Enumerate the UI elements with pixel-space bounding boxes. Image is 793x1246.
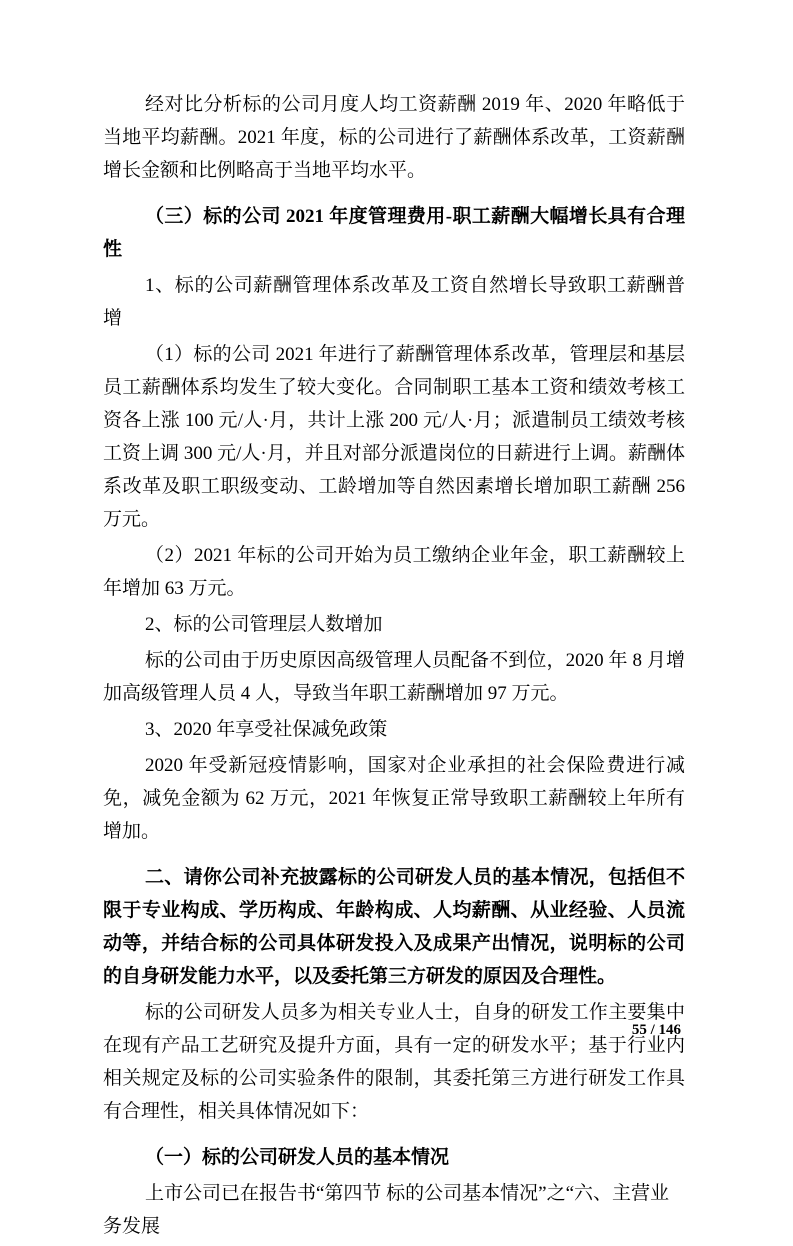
heading-section-3-salary-growth-reasonable: （三）标的公司 2021 年度管理费用-职工薪酬大幅增长具有合理性 <box>103 206 685 260</box>
heading-section-1-rd-staff-basics: （一）标的公司研发人员的基本情况 <box>145 1147 450 1168</box>
subitem-3-title-social-security-relief: 3、2020 年享受社保减免政策 <box>145 719 388 740</box>
subitem-1-title-salary-reform: 1、标的公司薪酬管理体系改革及工资自然增长导致职工薪酬普增 <box>103 275 685 329</box>
para-report-reference: 上市公司已在报告书“第四节 标的公司基本情况”之“六、主营业务发展 <box>103 1183 670 1237</box>
para-social-security-relief-detail: 2020 年受新冠疫情影响，国家对企业承担的社会保险费进行减免，减免金额为 62 万元，2021 年恢复正常导致职工薪酬较上年所有增加。 <box>103 755 685 842</box>
question-2-rd-staff-disclosure: 二、请你公司补充披露标的公司研发人员的基本情况，包括但不限于专业构成、学历构成、年龄构成、人均薪酬、从业经验、人员流动等，并结合标的公司具体研发投入及成果产出情况，说明标的公司的自身研发能力水平，以及委托第三方研发的原因及合理性。 <box>103 867 685 987</box>
para-salary-comparison-conclusion: 经对比分析标的公司月度人均工资薪酬 2019 年、2020 年略低于当地平均薪酬。2021 年度，标的公司进行了薪酬体系改革，工资薪酬增长金额和比例略高于当地平均水平。 <box>103 94 685 181</box>
para-subitem-1-salary-reform-detail: （1）标的公司 2021 年进行了薪酬管理体系改革，管理层和基层员工薪酬体系均发生了较大变化。合同制职工基本工资和绩效考核工资各上涨 100 元/人·月，共计上涨 200 元/人·月；派遣制员工绩效考核工资上调 300 元/人·月，并且对部分派遣岗位的日薪进行上调。薪酬体系改革及职工职级变动、工龄增加等自然因素增长增加职工薪酬 256 万元。 <box>103 344 685 530</box>
para-subitem-2-enterprise-annuity: （2）2021 年标的公司开始为员工缴纳企业年金，职工薪酬较上年增加 63 万元。 <box>103 545 685 599</box>
para-rd-overview-answer: 标的公司研发人员多为相关专业人士，自身的研发工作主要集中在现有产品工艺研究及提升方面，具有一定的研发水平；基于行业内相关规定及标的公司实验条件的限制，其委托第三方进行研发工作具有合理性，相关具体情况如下： <box>103 1002 685 1122</box>
page-number: 55 / 146 <box>631 1022 681 1038</box>
subitem-2-title-management-headcount: 2、标的公司管理层人数增加 <box>145 614 383 635</box>
document-body <box>103 88 685 1246</box>
para-management-headcount-detail: 标的公司由于历史原因高级管理人员配备不到位，2020 年 8 月增加高级管理人员 4 人，导致当年职工薪酬增加 97 万元。 <box>103 650 685 704</box>
